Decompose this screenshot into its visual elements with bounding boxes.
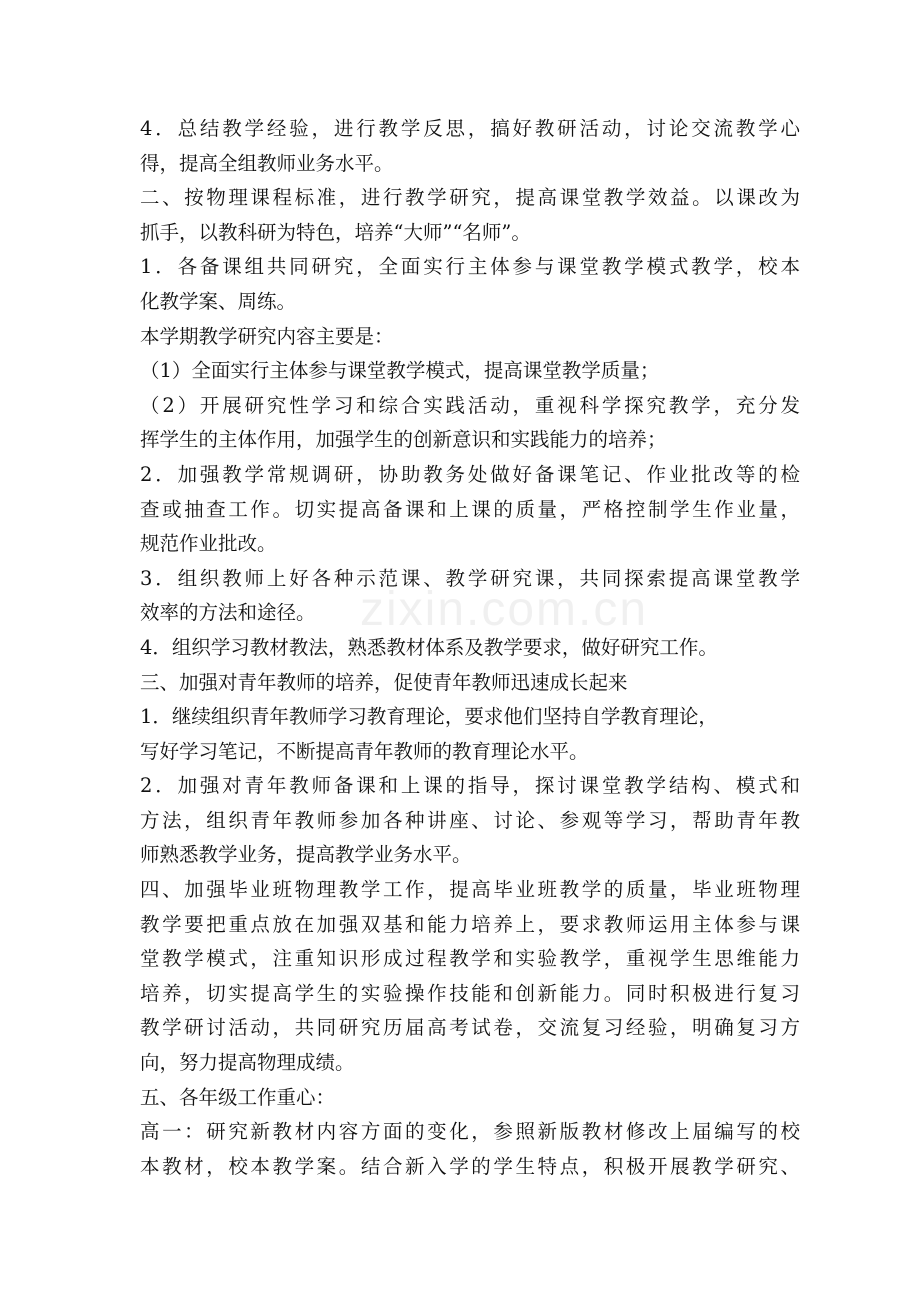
text-line-26: 培养，切实提高学生的实验操作技能和创新能力。同时积极进行复习 <box>140 981 800 1005</box>
text-line-6: 化教学案、周练。 <box>140 289 297 313</box>
text-line-8: （1）全面实行主体参与课堂教学模式，提高课堂教学质量； <box>140 359 660 383</box>
text-line-10: 挥学生的主体作用，加强学生的创新意识和实践能力的培养； <box>140 428 667 452</box>
text-line-21: 方法，组织青年教师参加各种讲座、讨论、参观等学习，帮助青年教 <box>140 808 800 832</box>
text-line-4: 抓手，以教科研为特色，培养“大师”“名师”。 <box>140 220 531 244</box>
text-line-22: 师熟悉教学业务，提高教学业务水平。 <box>140 843 472 867</box>
text-line-29: 五、各年级工作重心： <box>140 1085 336 1109</box>
text-line-7: 本学期教学研究内容主要是： <box>140 324 394 348</box>
text-line-1: 4．总结教学经验，进行教学反思，搞好教研活动，讨论交流教学心 <box>140 117 800 140</box>
text-line-30: 高一：研究新教材内容方面的变化，参照新版教材修改上届编写的校 <box>140 1120 800 1144</box>
text-line-2: 得，提高全组教师业务水平。 <box>140 151 394 175</box>
text-line-24: 教学要把重点放在加强双基和能力培养上，要求教师运用主体参与课 <box>140 912 800 936</box>
text-line-23: 四、加强毕业班物理教学工作，提高毕业班教学的质量，毕业班物理 <box>140 878 800 902</box>
text-line-17: 三、加强对青年教师的培养，促使青年教师迅速成长起来 <box>140 670 628 694</box>
text-line-27: 教学研讨活动，共同研究历届高考试卷，交流复习经验，明确复习方 <box>140 1016 800 1040</box>
text-line-19: 写好学习笔记，不断提高青年教师的教育理论水平。 <box>140 739 589 763</box>
text-line-28: 向，努力提高物理成绩。 <box>140 1051 355 1075</box>
text-line-31: 本教材，校本教学案。结合新入学的学生特点，积极开展教学研究、 <box>140 1154 800 1178</box>
text-line-25: 堂教学模式，注重知识形成过程教学和实验教学，重视学生思维能力 <box>140 947 800 971</box>
text-line-13: 规范作业批改。 <box>140 532 277 556</box>
text-line-18: 1．继续组织青年教师学习教育理论，要求他们坚持自学教育理论， <box>140 705 718 729</box>
text-line-5: 1．各备课组共同研究，全面实行主体参与课堂教学模式教学，校本 <box>140 255 800 279</box>
text-line-11: 2．加强教学常规调研，协助教务处做好备课笔记、作业批改等的检 <box>140 462 800 486</box>
text-line-9: （2）开展研究性学习和综合实践活动，重视科学探究教学，充分发 <box>140 393 800 417</box>
text-line-14: 3．组织教师上好各种示范课、教学研究课，共同探索提高课堂教学 <box>140 566 800 590</box>
text-line-16: 4．组织学习教材教法，熟悉教材体系及教学要求，做好研究工作。 <box>140 635 718 659</box>
text-line-3: 二、按物理课程标准，进行教学研究，提高课堂教学效益。以课改为 <box>140 186 800 210</box>
watermark: zixin.com.cn <box>360 583 649 636</box>
text-line-20: 2．加强对青年教师备课和上课的指导，探讨课堂教学结构、模式和 <box>140 774 800 798</box>
document-body <box>140 112 800 1184</box>
text-line-12: 查或抽查工作。切实提高备课和上课的质量，严格控制学生作业量， <box>140 497 800 521</box>
text-line-15: 效率的方法和途径。 <box>140 601 316 625</box>
